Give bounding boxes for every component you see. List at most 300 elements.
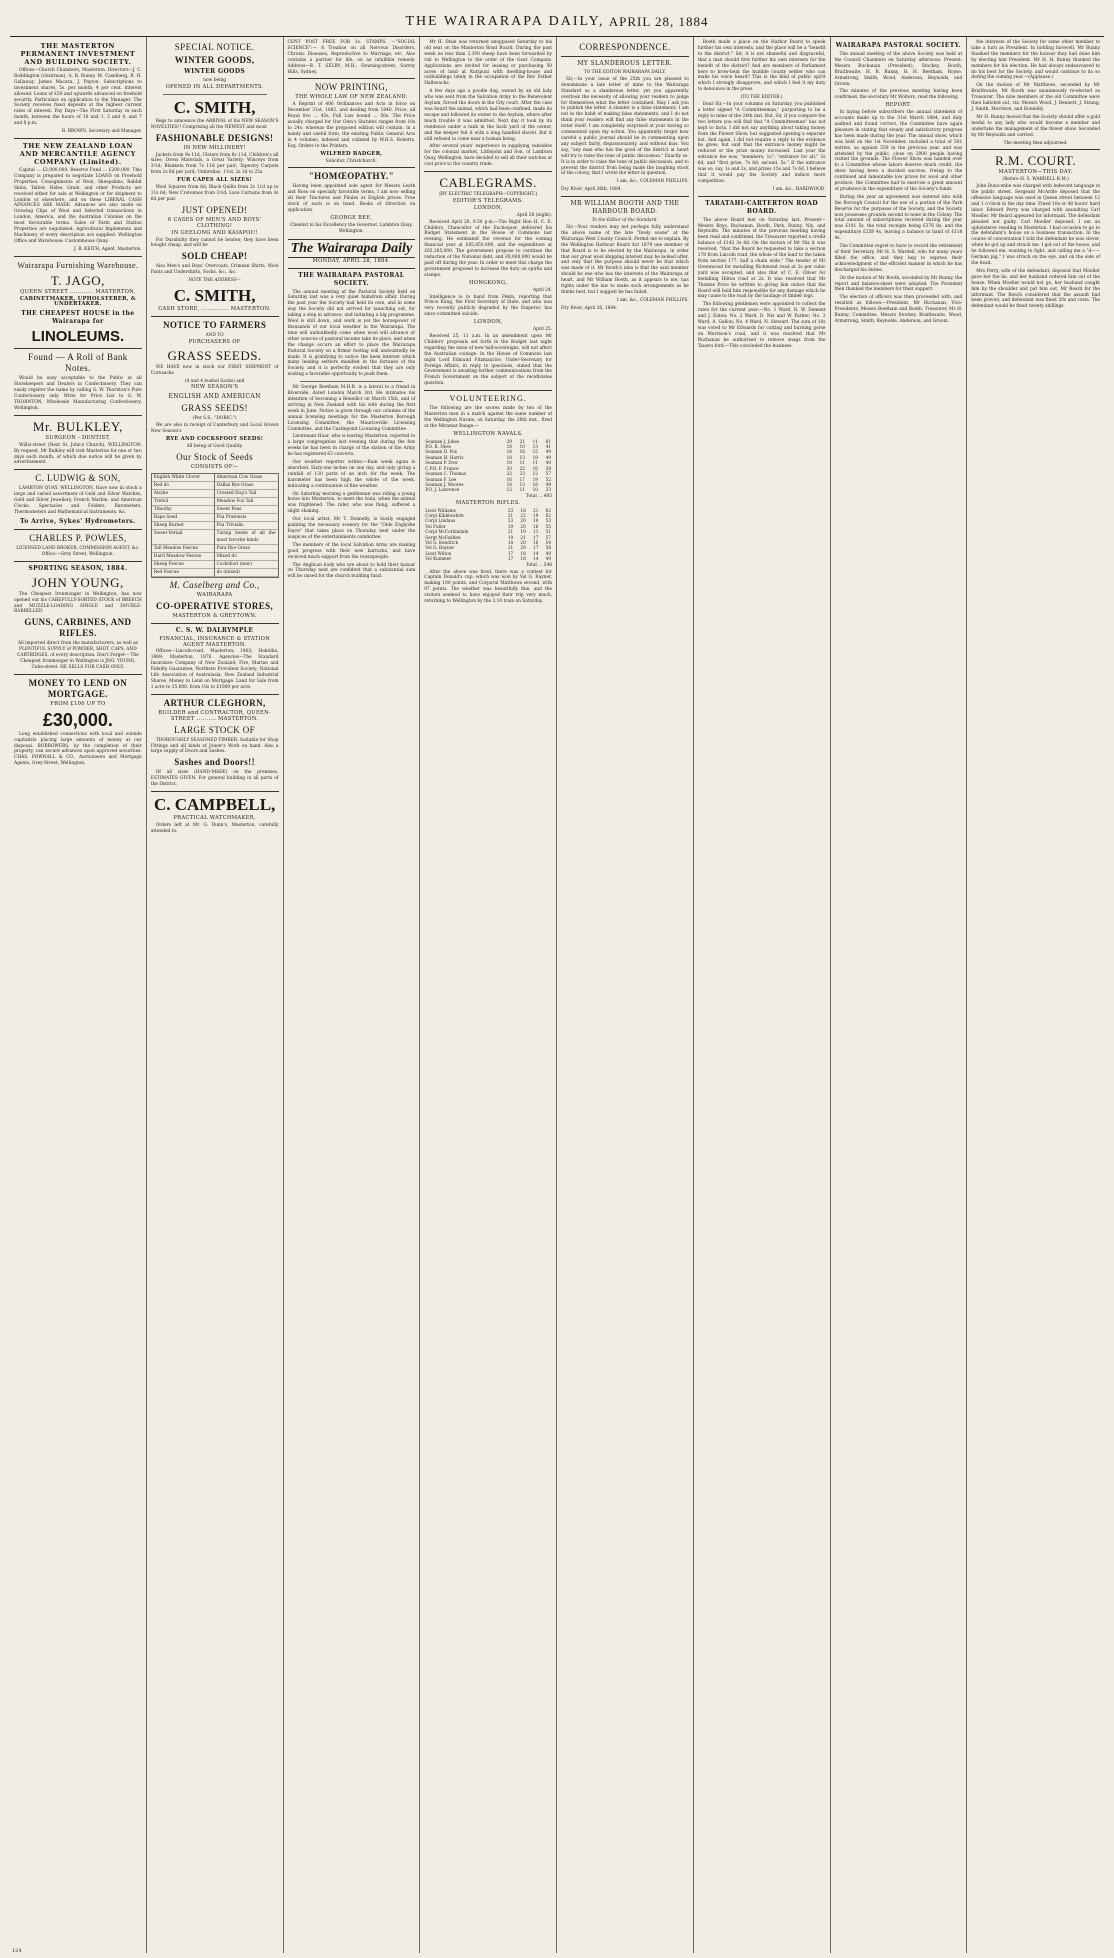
- ad-body: LICENSED LAND BROKER, COMMISSION AGENT, &c. Office:—Grey Street, Wellington.: [16, 545, 140, 557]
- table-cell: 51: [545, 529, 551, 535]
- table-cell: Seaman P. Dow: [425, 460, 458, 466]
- column-7: [831, 37, 968, 1953]
- table-cell: 15: [532, 449, 538, 455]
- ad-sub: THE WHOLE LAW OF NEW ZEALAND.: [295, 94, 408, 101]
- article-body: The annual meeting of the Pastoral Society held on Saturday last was a very quiet humdrum affair. During the past year the Society had held its own, and in some way the Society did not arrived for launching out, for taking a step in advance, and initiating a big programme. Wool is still down, and work is yet the horsepower of thousands of our local weather in the Wairarapa. The time will undoubtedly come when wool will advance or other sources of pastoral income take its place, and when the change occurs an effort to place the Wairarapa Pastoral Society on a firmer footing will undoubtedly be made. It is gratifying to notice the keen interest which many leading settlers manifest in the fortunes of the Society, and it is perfectly evident that they are only waiting a favorable opportunity to push them.: [287, 289, 416, 378]
- article-body: A few days ago a poodle dog, owned by an old lady who was sent from the Salvation Army to the Benevolent Asylum, forced the doors in the City court. After the case was heard the animal, which had been confined, made its escape and followed its owner to the Asylum, where after much trouble it was admitted. Next day it took by its residence under a tank in the back yard of the owner, and the keeper fed it with a long handled shovel. But it still refused to come near a human being.: [424, 89, 552, 142]
- table-cell: 62: [545, 512, 551, 518]
- ad-body: Jackets from 9s 11d, Ulsters from 6s 11d, Children's all sizes; Dress Materials, a Great Variety; Winceys from 3½d; Blankets from 7s 11d per pair; Tapestry Carpets from 2s 6d per yard; Umbrellas, 1½d, 2s 3d to 25s.: [150, 152, 279, 176]
- ad-heading: GRASS SEEDS!: [181, 403, 248, 414]
- seed-item: Sweet Peas: [215, 506, 278, 514]
- ad-body: Offices—Church Chambers, Masterton. Directors—J. C. Boddington (chairman), A. R. Bunny, M. Caselberg, R. H. Gallaway, James Macara, J. Payton. Subscriptions to investment shares, 5s. per month; 4 per cent. interest allowed. Loans of £50 and upwards advanced on freehold security. Particulars on application to the Manager. The Society receives fixed deposits at the highest current rates of interest. Pay Days—The First Saturday in each month, between the hours of 10 and 1, 2 and 4, and 7 and 8 p.m.: [14, 68, 142, 127]
- ad-heading: SOLD CHEAP!: [181, 251, 248, 262]
- score-total: Total ... 485: [525, 493, 552, 499]
- seed-item: Sheep Burnet: [152, 522, 215, 530]
- column-1: [10, 37, 147, 1953]
- table-cell: 16: [533, 523, 539, 529]
- score-table: [424, 439, 552, 493]
- article-body: The above Board met on Saturday last. Present—Messrs Boys, Buchanan, Booth, Park, Bunny, Nix, and Reynolds. The minutes of the previous meeting having been read and confirmed, the Treasurer reported a credit balance of £142 3s 8d. On the motion of Mr Nix it was resolved, "that the Board be requested to take a section 178 from Lincoln road, the whole of the land to the taken from section 177, half a chain wide." The tender of Mr Greenwood for metalling Richmond road at 2s per cubic yard was accepted, and also that of C. E. Oliver for metalling Hilton road at 2s. It was resolved that Mr Thomas Price be written to giving him notice that the Board will hold him responsible for any damage which he may cause to the road by the haulage of timber logs.: [697, 217, 826, 300]
- ad-body: Willis-street (Next St. John's Church), WELLINGTON. By request, Mr Bulkley will visit Masterton for one or two days each month, of which due notice will be given by advertisement.: [14, 442, 142, 466]
- table-cell: 21: [507, 512, 514, 518]
- seed-item: Poa Trivialis: [215, 522, 278, 530]
- ad-heading: SPECIAL NOTICE.: [174, 42, 255, 52]
- seed-item: Red Fescue: [152, 569, 215, 577]
- ad-sub: 6 CASES OF MEN'S AND BOYS' CLOTHING!: [167, 216, 262, 229]
- table-cell: 20: [520, 545, 526, 551]
- ad-sub: BUILDER and CONTRACTOR, QUEEN-STREET .......... MASTERTON.: [158, 709, 272, 722]
- table-cell: Lieut Williams: [425, 507, 456, 513]
- seed-item: English White Clover: [152, 474, 215, 482]
- score-table: [424, 508, 552, 562]
- table-cell: 33: [545, 487, 551, 493]
- ad-text: AND TO: [205, 332, 224, 338]
- ad-body: Of all sizes (HAND-MADE) on the premises. ESTIMATES GIVEN. For general building in all parts of the District.: [150, 770, 279, 788]
- table-cell: 22: [506, 471, 512, 477]
- table-cell: 62: [545, 507, 551, 513]
- dateline: HONGKONG,: [468, 279, 508, 286]
- table-cell: 53: [545, 518, 551, 524]
- table-cell: 55: [545, 523, 551, 529]
- article-body: Received April 26, 9.50 p.m.—The Right Hon H. C. E. Childers, Chancellor of the Exchequer, delivered his Budget Statement in the House of Commons last evening. He estimated the revenue for the coming financial year at £85,850,000, and the expenditure at £85,285,000. The government propose to continue the reduction of the National debt, and £8,000,000 would be paid off during the year. In order to meet this charge the government proposed to increase the duty on spirits and stamps.: [424, 219, 552, 278]
- column-6: [694, 37, 831, 1953]
- section-heading: R.M. COURT.: [995, 153, 1077, 169]
- article-body: Mr H. Bunny moved that the Society should offer a gold medal to any lady who would become a member and undertake the management of the flower show. Seconded by Mr Reynolds and carried.: [971, 114, 1100, 138]
- ad-heading: CHARLES P. POWLES,: [29, 532, 127, 543]
- ad-name: M. Caselberg and Co.,: [169, 579, 260, 590]
- seed-item: Trefoil: [152, 498, 215, 506]
- ad-heading: ARTHUR CLEGHORN,: [163, 697, 266, 708]
- table-cell: 23: [519, 471, 525, 477]
- article-heading: THE WAIRARAPA PASTORAL SOCIETY.: [298, 271, 405, 287]
- ad-tail: Chemist to his Excellency the Governor, Lambton Quay, Wellington.: [290, 222, 413, 234]
- table-cell: C.P.O. F. France: [425, 465, 459, 471]
- page-number: 124: [12, 1948, 22, 1954]
- table-cell: 10: [519, 444, 525, 450]
- article-subheading: REPORT.: [885, 102, 912, 109]
- table-cell: 10: [533, 518, 539, 524]
- table-cell: Vol Kummer: [425, 556, 452, 562]
- ad-text: (4 and 4 bushel Sacks) and: [184, 378, 245, 384]
- ad-name: C. CAMPBELL,: [153, 795, 276, 815]
- issue-date: MONDAY, APRIL 28, 1884.: [312, 257, 391, 264]
- ad-heading: C. S. W. DALRYMPLE: [175, 626, 254, 634]
- table-cell: 18: [506, 449, 512, 455]
- table-cell: 20: [520, 518, 526, 524]
- ad-heading: NOW PRINTING,: [314, 82, 388, 93]
- article-body: After the above was fired, there was a contest for Captain Donald's cup, which was won by Vol G. Rayner, making 100 points, and Corporal Matthews second, with 97 points. The weather was beautifully fine, and the visitors seemed to have enjoyed their trip very much, returning to Wellington by the 2.10 train on Saturday.: [424, 569, 552, 605]
- seed-item: Dallas Rye Grass: [215, 482, 278, 490]
- letter-heading: MR WILLIAM BOOTH AND THE HARBOUR BOARD.: [570, 200, 680, 216]
- seed-item: Sweet Vernal: [152, 530, 215, 545]
- table-cell: 18: [506, 460, 512, 466]
- ad-heading: Mr. BULKLEY,: [32, 418, 123, 434]
- table-cell: 11: [532, 438, 538, 444]
- ad-sub: IN NEW MILLINERY!: [183, 144, 246, 151]
- section-sub: (Before H. S. WARDELL R.M.): [1002, 177, 1069, 183]
- ad-heading: NOTICE TO FARMERS: [162, 319, 267, 330]
- seed-item: Timothy: [152, 506, 215, 514]
- table-cell: 29: [506, 438, 512, 444]
- table-cell: 18: [520, 550, 526, 556]
- article-body: During the year an agreement was entered into with the Borough Council for the use of a portion of the Park Reserve for the purposes of the Society, and the Society now possesses grounds second to none in the Colony. The total amount of subscriptions received during the year was £101 5s, the total receipts being £376 8s, and the expenditure £258 4s, leaving a balance in hand of £118 4s.: [834, 194, 963, 242]
- table-cell: 13: [519, 454, 525, 460]
- letter-sign: I am, &c., COLEMAN PHILLIPS.: [616, 179, 689, 185]
- letter-place: Dry River, April 26, 1884.: [561, 305, 618, 311]
- column-5: [557, 37, 694, 1953]
- ad-body: CENT POST FREE FOR 1s. STAMPS. —"SOCIAL SCIENCE":— A Treatise on all Nervous Disorders, Chronic Diseases, Reproductive to Marriage, etc. Also contains a partner for life, on an infallible remedy. Address—B. T. SELBY, M.H., Downing-street, Surrey Hills, Sydney.: [287, 40, 416, 75]
- dateline: LONDON,: [473, 204, 503, 211]
- table-cell: 18: [532, 481, 538, 487]
- ad-sign: Solicitor, Christchurch.: [325, 158, 377, 164]
- article-body: John Duncombe was charged with indecent language in the public street. Sergeant McArdle deposed that the offensive language was used in Queen street between 12 and 1 o'clock in the day time. Fined 10s or 48 hours' hard labor. Edward Perry was charged with assaulting Carl Moeller. Mr Beard appeared for informant. The defendant pleaded not guilty. Carl Moeller deposed: I am an upholsterer residing in Masterton. I had occasion to go to the defendant's house on a business transaction. In the course of conversation I told the defendant he was clever, when he got up and struck me. I got out of the house, and he followed me, wanting to fight, and calling me a "d—— German pig." I was struck on the eye, and on the side of the head.: [971, 184, 1100, 266]
- seed-item: Hard Meadow Fescue: [152, 553, 215, 561]
- article-body: Intelligence is to hand from Pekin, reporting that Prince Kung, the First Secretary of State, and who was very recently publicly degraded by the Emperor, has since committed suicide.: [424, 294, 552, 318]
- table-cell: 13: [519, 481, 525, 487]
- table-cell: 12: [506, 487, 512, 493]
- table-cell: 20: [520, 539, 526, 545]
- ad-sign: GEORGE BEE,: [330, 214, 373, 221]
- ad-body: Begs to announce the ARRIVAL of his NEW SEASON'S NOVELTIES!! Comprising all the NEWEST and most: [150, 118, 279, 130]
- ad-heading: SPORTING SEASON, 1884.: [28, 564, 128, 572]
- seed-item: Red do: [152, 482, 215, 490]
- table-cell: 18: [520, 556, 526, 562]
- table-cell: 18: [507, 539, 514, 545]
- table-cell: 49: [545, 481, 551, 487]
- seed-item: Poa Pratensis: [215, 514, 278, 522]
- letter-heading: (TO THE EDITOR.): [740, 95, 783, 101]
- table-cell: 52: [545, 476, 551, 482]
- table-row: [424, 556, 552, 561]
- ad-body: WE HAVE now in stock our FIRST SHIPMENT of Cornsacks: [150, 364, 279, 376]
- seed-item: Alsyke: [152, 490, 215, 498]
- ad-heading: CO-OPERATIVE STORES,: [156, 600, 274, 611]
- ad-body: A Reprint of 406 Ordinances and Acts in force on December 31st, 1883, and dealing from 1840. Price, all Royal 8vo ... 45s. Full Law bound ... 50s. The Price usually charged for Our Own's Statutes ranges from 10s to 24s; whereas the proposed edition will contain, in a handy and useful form, the existing Public General Acts in 4 volumes, indexed and collated by W.H.S. Roberts, Esq. Orders to the Printers.: [287, 102, 416, 149]
- table-cell: 21: [507, 529, 514, 535]
- ad-body: Offices—Lincoln-road, Masterton; 1863; Hokitika, 1869; Masterton, 1876. Agencies—The Standard Insurance Company of New Zealand; Fire, Marine and Fidelity Guarantee; Northern Provident Society; National Life Association of Australasia; New Zealand Industrial Shares. Money to Lend on Mortgage. Land for Sale from 1 acre to 35,000, from 10s to £1000 per acre.: [150, 649, 279, 690]
- table-cell: 21: [533, 507, 539, 513]
- table-cell: 49: [545, 449, 551, 455]
- score-total: Total ... 548: [525, 562, 552, 568]
- column-4: [420, 37, 557, 1953]
- letter-body: Booth made a place on the Harbor Board to speak further his own interests, and the place will be a "benefit to the district." Sir, it is not shameful and disgraceful, that a man should first further his own interests for the benefit of the district? And are members of Parliament here to brow-beat the humble county settler who can make his voice heard? This is the kind of public spirit which I strongly disapprove, and which I feel it my duty to denounce in the press.: [697, 40, 826, 93]
- letter-body: Sir,—In your issue of the 25th you are pleased to denominate a late letter of mine to the Wairarapa Standard as a slanderous letter, yet you apparently overlook the necessity of allowing your readers to judge for themselves what the letter contained. May I ask you to publish the letter. A slander is a false statement; I am not in the habit of making false statements, and I do not think your readers will find any false statements in the letter itself. I am completely surprised at your having so commented upon my action. You apparently forget how careful a public journal should be in commenting upon any subject fairly, dispassionately, and without bias. You say, "any man who has the good of the district at heart will try to raise the tone of public discussion." Exactly so. It is in order to raise the tone of public discussion, and to prevent the district from being made the laughing stock of the colony, that I wrote the letter in question.: [561, 76, 689, 177]
- table-cell: 18: [532, 454, 538, 460]
- ad-text: PURCHASERS OF: [188, 338, 241, 345]
- seed-item: American Cow Grass: [215, 474, 278, 482]
- table-cell: 13: [532, 444, 538, 450]
- table-cell: 10: [532, 487, 538, 493]
- letter-body: Dear Sir,—In your columns on Saturday, you published a letter signed "A Committeeman," purporting to be a reply to mine of the 24th inst. But, Sir, if you compare the two letters you will find that "A Committeeman" has not kept to facts. I did not say anything about taking money from the Flower Show, but suggested opening a separate list. And again, I did not require a reply to the evidence he gives, but said that the entrance money might be reduced or the prize money increased. Last year the entrance fee was, "members, 1s"; "entrance for all," 2s 6d, and "first prize, 7s 6d; second, 5s." If the entrance was so, say, 1s and 2s, and prizes 15s and 7s 6d, I believe that it would pay the Society and induce more competition.: [697, 102, 826, 184]
- ad-heading: THE NEW ZEALAND LOAN AND MERCANTILE AGENCY COMPANY (Limited).: [19, 141, 136, 166]
- table-cell: Corpl Lindaus: [425, 518, 456, 524]
- table-cell: Corpl Kibblewhite: [425, 512, 464, 518]
- table-cell: 17: [507, 556, 514, 562]
- table-cell: 21: [507, 545, 514, 551]
- ad-sub: ENGLISH AND AMERICAN: [168, 393, 261, 401]
- article-body: Our weather reporter writes:—Rain week again is absorbed. Sixty-one inches on one day, and only giving a rainfall of 130 parts of an inch for the week. The barometer has been high the whole of the week, indicating a continuation of fine weather.: [287, 460, 416, 489]
- table-cell: 22: [519, 465, 525, 471]
- article-body: In laying before subscribers the annual statement of accounts made up to the 31st March 1884, and duly audited and found correct, the Committee have again pleasure in stating that steady and satisfactory progress has been made during the year. The annual show, which was held on the 1st November, included a total of 501 entries, as against 559 in the previous year, and was attended by the public, close on 2000 people having visited the grounds. The Flower Show was handed over to a Committee whose labors deserve much credit, the show having been a decided success. Owing to the continued and lamentable low prices for wool and other produce, the Committee had to exercise a great amount of prudence in the expenditure of the Society's funds.: [834, 110, 963, 192]
- table-cell: 11: [519, 460, 525, 466]
- seed-item: Meadow Fox Tail: [215, 498, 278, 506]
- ad-sub: FUR CAPES ALL SIZES!: [177, 177, 253, 184]
- ad-body: Capital ... £2,000,000. Reserve Fund ... £200,000. This Company is prepared to negotiate LOANS on Freehold Properties. Consignments of Wool, Sheepskins, Rabbit Skins, Tallow, Hides, Grain, and other Products are received either for sale at Wellington or for shipment to London or elsewhere, and on these LIBERAL CASH ADVANCES ARE MADE. Advances are also made on Growing Clips of Wool and Selected transactions in London, America, and the Australian Colonies on the most favourable terms. Sales of Farm and Station Properties are negotiated. Agricultural Implements and Machinery of every description are supplied. Wellington Office and Warehouse: Customhouse Quay.: [14, 167, 142, 244]
- column-2: [147, 37, 284, 1953]
- ad-heading: Wairarapa Furnishing Warehouse.: [17, 260, 139, 270]
- table-cell: 57: [545, 471, 551, 477]
- article-body: The election of officers was then proceeded with, and resulted as follows:—President, Mr Buchanan; Vice-Presidents, Messrs Beetham and Booth; Treasurer, Mr H. Bunny; Committee, Messrs Stockey, Braithwaite, Wood, Armstrong, Smith, Reynolds, Anderson, and Groom.: [834, 295, 963, 324]
- table-cell: 40: [545, 460, 551, 466]
- table-cell: 58: [545, 545, 551, 551]
- dateline: LONDON,: [473, 319, 503, 326]
- article-body: the interests of the Society for some other member to take a turn as President. In bidding farewell, Mr Bunny thanked the members for the honour they had done him by electing him President. Mr H. H. Bunny thanked the members for his election. He had always endeavoured to do his best for the Society, and would continue to do so during the coming year.—(Applause.): [971, 40, 1100, 81]
- ad-guns: GUNS, CARBINES, AND RIFLES.: [24, 617, 132, 639]
- ad-sub: WINTER GOODS: [184, 68, 246, 75]
- table-cell: 49: [545, 550, 551, 556]
- letter-sign: I am, &c., HARDWOOD.: [772, 186, 826, 192]
- ad-heading: THE MASTERTON PERMANENT INVESTMENT AND BUILDING SOCIETY.: [20, 42, 136, 66]
- table-cell: 16: [533, 539, 539, 545]
- table-cell: P.O. R. Nees: [425, 444, 451, 450]
- ad-sub: NEW SEASON'S: [190, 384, 239, 391]
- ad-body: Long established connections with local and outside capitalists placing large amounts of money at our disposal. BORROWERS, by the completion of their property, can secure advances upon approved securities. CHAS. POWNALL & CO., Auctioneers and Mortgage Agents, Grey-Street, Wellington.: [14, 731, 142, 767]
- table-cell: 16: [532, 465, 538, 471]
- table-cell: 12: [532, 471, 538, 477]
- table-cell: 49: [545, 454, 551, 460]
- table-cell: 18: [506, 481, 512, 487]
- section-sub: MASTERTON—THIS DAY.: [998, 169, 1073, 176]
- ad-name: C. SMITH,: [173, 286, 256, 306]
- article-body: On the motion of Mr Booth, seconded by Mr Bunny, the report and balance-sheet were adopted. The President then thanked the members for their support.: [834, 275, 963, 293]
- ad-linoleums: LINOLEUMS.: [31, 328, 125, 346]
- table-cell: 19: [533, 512, 539, 518]
- ad-street: QUEEN STREET ............ MASTERTON,: [20, 288, 136, 295]
- article-body: Mr George Beetham M.H.R. is a lateral to a friend in Riverside, dated London March 3rd. He intimates his intention of becoming a Benedict on March 15th, and of arriving in New Zealand with his wife during the first week in June. Notice is given through our columns of the annual licensing meetings for the Masterton Borough Licensing Committee, the Mauriceville Licensing Committee, and the Castlepoint Licensing Committee.: [287, 385, 416, 432]
- table-cell: 18: [520, 507, 526, 513]
- table-cell: Corpl McCorkindale: [425, 529, 469, 535]
- table-cell: 21: [520, 534, 526, 540]
- table-cell: Vol G. Kendrick: [425, 539, 459, 545]
- section-heading: CABLEGRAMS.: [439, 175, 537, 191]
- ad-name: C. SMITH,: [173, 97, 256, 117]
- seed-item: Para Rye Grass: [215, 545, 278, 553]
- article-body: Mr H. Dixie was returned unopposed Saturday to his old seat on the Masterton Road Board. During the past week no less than 2,300 sheep have been forwarded by rail to Wellington to the order of the Gear Company. Applications are invited for leasing or purchasing 50 acres of land at Kuripuni with dwelling-house and outbuildings lately in the occupation of the Rev Father Halbwachs.: [424, 40, 552, 87]
- table-cell: 57: [545, 534, 551, 540]
- letter-address: To the Editor of the Standard.: [591, 218, 658, 224]
- ad-heading: GRASS SEEDS.: [167, 347, 262, 363]
- ad-heading: JUST OPENED!: [181, 204, 248, 215]
- section-heading: CORRESPONDENCE.: [579, 42, 671, 52]
- ad-sub: SURGEON - DENTIST,: [45, 434, 111, 441]
- ad-text: NOTE THE ADDRESS—: [188, 278, 242, 284]
- ad-extra: To Arrive, Sykes' Hydrometers.: [20, 517, 136, 525]
- article-body: The minutes of the previous meeting having been confirmed, the secretary Mr Wolters, read the following: [834, 89, 963, 101]
- article-body: Mrs Perry, wife of the defendant, deposed that Moeller gave her the lie, and her husband ordered him out of the house. When Moeller would not go, her husband caught him by the shoulder and put him out. Mr Beard for the informant. The Bench considered that the assault had been proved, and defendant was fined 20s and costs. The defendant would be fined twenty shillings.: [971, 268, 1100, 310]
- dateline-date: April 25.: [532, 327, 552, 333]
- table-cell: 20: [520, 523, 526, 529]
- article-body: The Anglican body who are about to hold their bazaar on Thursday next are confident that a substantial sum will be raised for the church building fund.: [287, 562, 416, 580]
- ad-body: The Cheapest Ironmonger in Wellington, has now opened out his CAREFULLY-SORTED STOCK of BREECH and MUZZLE-LOADING SINGLE and DOUBLE-BARRELLED: [14, 591, 142, 615]
- table-cell: 11: [519, 487, 525, 493]
- ad-body: Would be easy acceptable to the Public at all Storekeepers and Dealers in Confectionery. They can easily register the name by calling G. W. Thornton's Pure Confectionery only. Write for Price List to G. W. THORNTON, Wholesale Manufacturing Confectionery, Wellington.: [14, 376, 142, 411]
- ad-name: T. JAGO,: [50, 272, 105, 288]
- letter-place: Dry River, April 26th, 1884.: [561, 187, 622, 193]
- ad-heading: "HOMŒOPATHY.": [308, 171, 395, 182]
- table-cell: 18: [506, 454, 512, 460]
- table-cell: 21: [519, 438, 525, 444]
- table-cell: 16: [519, 449, 525, 455]
- masthead-date: APRIL 28, 1884: [608, 14, 709, 29]
- ad-sub: CONSISTS OF—: [191, 463, 239, 470]
- table-cell: 41: [545, 444, 551, 450]
- article-body: Received 25, 11 a.m. In an amendment upon Mr Childers' proposals set forth in the Budget last night regarding the issue of new half-sovereigns, will not affect the Australian coinage. In the House of Commons last night Lord Edmund Fitzmaurice, Under-Secretary for Foreign Affairs, in reply to questions, stated that the Government is awaiting further communications from the French Government on the subject of the recidivistes question.: [424, 333, 552, 387]
- table-cell: 58: [545, 465, 551, 471]
- table-title: WELLINGTON NAVALS.: [453, 430, 523, 437]
- letter-sign: I am, &c., COLEMAN PHILLIPS.: [616, 297, 689, 303]
- ad-sub: FROM £100 UP TO: [50, 700, 106, 707]
- ad-sub: FINANCIAL, INSURANCE & STATION AGENT MASTERTON.: [159, 635, 271, 648]
- ad-text: now being: [203, 78, 227, 83]
- ad-heading: Sashes and Doors!!: [174, 757, 255, 768]
- article-body: The members of the local Salvation Army are making good progress with their new barracks, and have received much support from the townspeople.: [287, 542, 416, 560]
- table-cell: 14: [533, 550, 539, 556]
- article-body: The following are the scores made by ten of the Masterton men in a match against the same number of the Wellington Navals, on Saturday, the 26th inst., fired at the Miramar Range:—: [424, 406, 552, 429]
- masthead: [10, 8, 1104, 37]
- column-3: [284, 37, 421, 1953]
- ad-heading: LARGE STOCK OF: [174, 724, 256, 735]
- table-cell: 23: [507, 507, 514, 513]
- table-cell: 54: [545, 539, 551, 545]
- table-cell: 11: [532, 460, 538, 466]
- ad-heading: MONEY TO LEND ON MORTGAGE.: [28, 677, 128, 699]
- ad-heading: WINTER GOODS,: [174, 55, 255, 65]
- ad-sub: MASTERTON & GREYTOWN.: [172, 612, 257, 619]
- seed-list: [151, 473, 279, 578]
- table-cell: 18: [506, 444, 512, 450]
- table-cell: 14: [533, 556, 539, 562]
- table-cell: 22: [520, 512, 526, 518]
- ad-text: (Per S.S., "DORIC."): [192, 416, 237, 422]
- ad-heading: FASHIONABLE DESIGNS!: [155, 132, 274, 143]
- article-body: On Saturday morning a gentleman was riding a young horse into Masterton, to meet the train, when the animal was frightened. The rider, who was flung, suffered a slight shaking.: [287, 491, 416, 515]
- ad-tail: All imported direct from the manufacturers, as well as PLENTIFUL SUPPLY of POWDER, SHOT, CAPS, AND CARTRIDGES, of every description. Don't Forget— The Cheapest Ironmonger in Wellington is JNO. YOUNG, Cuba-street. HE SELLS FOR CASH ONLY.: [17, 641, 139, 670]
- ad-body: Having been appointed sole agent for Messrs Leath and Ross on specially favorable terms, I am now selling all their Tinctures and Pilules at English prices. Free stock of each is on hand. Books of Direction on application.: [287, 184, 416, 214]
- seed-item: Rape Seed: [152, 514, 215, 522]
- table-cell: 23: [507, 518, 514, 524]
- table-cell: Seaman D. Fox: [425, 449, 458, 455]
- table-cell: Seaman C. Thomas: [425, 471, 466, 477]
- table-cell: 17: [519, 476, 525, 482]
- seed-item: Crested Dog's Tail: [215, 490, 278, 498]
- table-cell: Sergt McFadden: [425, 534, 461, 540]
- ad-sub: WAIRARAPA: [196, 591, 233, 598]
- ad-body: THOROUGHLY SEASONED TIMBER. Suitable for Shop Fittings and all kinds of Joiner's Work on hand. Also a large supply of Doors and Sashes.: [150, 737, 279, 755]
- table-title: MASTERTON RIFLES.: [455, 499, 521, 506]
- masthead-title: THE WAIRARAPA DAILY,: [405, 14, 605, 29]
- table-cell: Seaman J. Moores: [425, 481, 464, 487]
- ad-heading: Found — A Roll of Bank Notes.: [28, 352, 128, 374]
- ad-sub: IN GEELONG AND KAIAPOI!!: [171, 229, 258, 236]
- ad-body: LAMBTON QUAY, WELLINGTON, Have now in stock a large and varied assortment of Gold and Silver Watches, Gold and Silver Jewellery, French Marble, and American Clocks, Spectacles and Folders, Barometers, Thermometers and Mathematical Instruments, &c.: [14, 486, 142, 515]
- ad-text: CASH STORE, .............. MASTERTON.: [158, 306, 272, 313]
- section-sub: [BY ELECTRIC TELEGRAPH—COPYRIGHT.]: [439, 192, 537, 198]
- ad-trade: CABINETMAKER, UPHOLSTERER, & UNDERTAKER.: [19, 295, 136, 308]
- article-body: Lieutenant Hoar, who is leaving Masterton, reported to a large congregation last evening that during the few weeks he has been in charge of the station of the Army he has registered 63 converts.: [287, 434, 416, 458]
- article-body: The meeting then adjourned.: [1003, 140, 1068, 146]
- table-row: [424, 487, 552, 492]
- table-cell: Vol Fuller: [425, 523, 446, 529]
- table-cell: 19: [520, 529, 526, 535]
- article-body: The annual meeting of the above Society was held at the Council Chambers on Saturday afternoon. Present: Messrs Buchanan (President), Stockey, Booth, Braithwaite, H. B. Bunny, H. H. Beetham, Royse, Armstrong, Smith, Wood, Anderson, Reynolds, and Groom.: [834, 52, 963, 87]
- ad-body: For Durability they cannot be beaten; they have been bought cheap, and will be: [150, 237, 279, 249]
- article-heading: TARATAHI-CARTERTON ROAD BOARD.: [705, 199, 818, 215]
- article-body: On the motion of Mr Matthews, seconded by Mr Braithwaite, Mr Booth was unanimously re-elected as Treasurer. The nine members of the old Committee were then balloted out, viz: Messrs Wood, J. Bennett, J. Strang, J. Smith, Morrison, and Donnelly.: [971, 83, 1100, 112]
- table-cell: 11: [533, 529, 539, 535]
- ad-amount: £30,000.: [42, 709, 113, 730]
- table-cell: 61: [545, 438, 551, 444]
- table-cell: Seaman J. Jukes: [425, 438, 460, 444]
- letter-body: Sir,—Your readers may not perhaps fully understand the above name of the late "lively scene" at the Wairarapa West County Council. Permit me to explain. By the Wellington Harbour Board Act 1879 one member of that Board is to be elected by the Wairarapa, in order that our great wool shipping interest may be looked after, and only that the purpose should never be that which was made of it. Mr Booth's idea is that the said member should be one who has the interests of the Wairarapa at heart, and Mr William Booth, as it appears to me, has rights under the law to make such arrangements as he thinks best, but I suggest he has failed.: [561, 225, 689, 295]
- table-cell: 17: [507, 550, 514, 556]
- ad-heading: Our Stock of Seeds: [176, 451, 254, 462]
- table-cell: 17: [533, 545, 539, 551]
- ad-text: OPENED IN ALL DEPARTMENTS.: [165, 83, 264, 90]
- ad-heading: C. LUDWIG & SON,: [35, 473, 121, 484]
- columns: [10, 37, 1104, 1953]
- dateline-date: April 26 (night).: [516, 212, 552, 218]
- table-cell: Lieut Wilton: [425, 550, 452, 556]
- table-cell: Seaman F. Lee: [425, 476, 457, 482]
- seed-item: Mixed do: [215, 553, 278, 561]
- article-body: The following gentlemen were appointed to collect the rates for the current year:—No. 1 Ward, R. W. Dement and J. Eaton; No. 2 Ward, D. Nix and W. Parker; No. 3 Ward, A. Gallon; No. 4 Ward, N. Stewart. The sum of 10s was voted to Mr Edwards for cutting and burning gorse on Morrison's road, and it was resolved that Mr Buchanan be authorised to remove snags from the Taueru ford.—This concluded the business.: [697, 302, 826, 349]
- article-body: After several years' experience in supplying subsidies for the colonial market, Littlejohn and Son, of Lambton Quay, Wellington, have decided to sell all their watches at cost price to the country trade.: [424, 144, 552, 168]
- ad-body: Also Men's and Boys' Overcoats, Crimean Shirts, Wool Pants and Undershirts, Socks, &c., &c.: [150, 264, 279, 276]
- ad-body: Orders left at Mr. G. Dunn's, Masterton, carefully attended to.: [150, 822, 279, 834]
- ad-name: JOHN YOUNG,: [32, 574, 124, 590]
- letter-address: TO THE EDITOR WAIRARAPA DAILY.: [583, 70, 666, 75]
- table-cell: 19: [532, 476, 538, 482]
- seed-item: Sheep Fescue: [152, 561, 215, 569]
- article-body: Our local artist, Mr T. Donnelly, is busily engaged painting the necessary scenery for the "Olde Englyshe Fayre" that takes place on Thursday next under the auspices of the entertainments committee.: [287, 517, 416, 540]
- table-cell: 49: [545, 556, 551, 562]
- article-heading: WAIRARAPA PASTORAL SOCIETY.: [835, 42, 961, 49]
- table-cell: 20: [506, 465, 512, 471]
- table-cell: 19: [507, 534, 514, 540]
- table-cell: 17: [533, 534, 539, 540]
- ad-sign: J. B. KEITH, Agent, Masterton.: [74, 246, 142, 252]
- ad-sub: RYE AND COCKSFOOT SEEDS!: [165, 436, 264, 443]
- table-cell: 19: [507, 523, 514, 529]
- ad-body: Wool Squares from 6d, Black Quilts from 2s 11d up to 11s 6d; New Cretonnes from 3½d; Lace Curtains from 3s 6d per pair.: [150, 185, 279, 202]
- ad-body: We are also in receipt of Canterbury and Local Grown New Season's: [150, 423, 279, 435]
- newspaper-logo: The Wairarapa Daily: [288, 239, 416, 258]
- table-cell: Seaman H. Harris: [425, 454, 464, 460]
- seed-item: Cocksfoot (new): [215, 561, 278, 569]
- seed-item: do (mixed): [215, 569, 278, 577]
- section-sub: EDITOR'S TELEGRAMS.: [452, 197, 524, 204]
- ad-cheap: THE CHEAPEST HOUSE in the Wairarapa for: [21, 310, 135, 326]
- ad-sign: B. BROWN, Secretary and Manager.: [61, 129, 142, 135]
- column-8: [967, 37, 1104, 1953]
- article-body: The Committee regret to have to record the retirement of their Secretary, Mr H. S. Wardell, who for many years filled the office, and they beg to express their acknowledgment of the efficient manner in which he has discharged his duties.: [834, 244, 963, 273]
- table-cell: 16: [506, 476, 512, 482]
- table-cell: P.O. J. Lawrence: [425, 487, 460, 493]
- section-heading: VOLUNTEERING.: [449, 394, 527, 404]
- table-cell: Vol G. Rayner: [425, 545, 455, 551]
- seed-item: Tall Meadow Fescue: [152, 545, 215, 553]
- ad-sub: PRACTICAL WATCHMAKER,: [173, 815, 256, 822]
- ad-sign: WILFRED BADGER,: [320, 150, 383, 157]
